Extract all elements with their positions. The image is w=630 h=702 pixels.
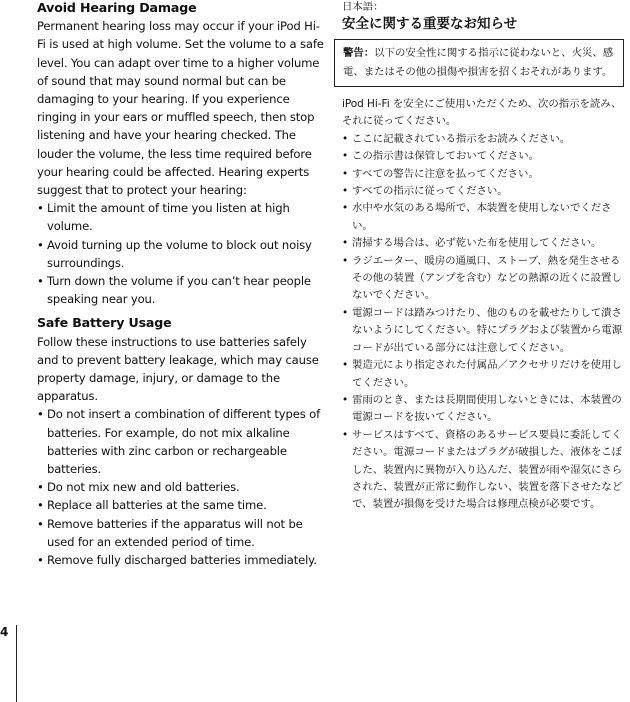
list-item: • 清掃する場合は、必ず乾いた布を使用してください。 <box>342 235 626 252</box>
page-margin-rule <box>16 625 17 702</box>
battery-usage-body: Follow these instructions to use batteries safely and to prevent battery leakage, which may cause property damage, injury, or damage to the apparatus. <box>37 334 319 404</box>
avoid-hearing-damage-heading: Avoid Hearing Damage <box>37 0 197 15</box>
warning-label: 警告： <box>343 47 375 59</box>
list-item: • Turn down the volume if you can’t hear people speaking near you. <box>37 272 325 308</box>
list-item: • すべての指示に従ってください。 <box>342 183 626 200</box>
list-item: • Remove batteries if the apparatus will not be used for an extended period of time. <box>37 515 325 551</box>
language-label: 日本語： <box>342 1 384 13</box>
list-item: • すべての警告に注意を払ってください。 <box>342 166 626 183</box>
list-item: • 水中や水気のある場所で、本装置を使用しないでください。 <box>342 200 626 235</box>
list-item: • Do not insert a combination of different types of batteries. For example, do not mix alkaline batteries with zinc carbon or rechargeable batteries. <box>37 405 325 478</box>
safe-battery-usage-heading: Safe Battery Usage <box>37 315 172 331</box>
list-item: • Remove fully discharged batteries immediately. <box>37 551 325 569</box>
list-item: • Do not mix new and old batteries. <box>37 478 325 496</box>
japanese-column <box>342 0 626 514</box>
list-item: • 製造元により指定された付属品／アクセサリだけを使用してください。 <box>342 357 626 392</box>
battery-rules-list <box>37 405 325 569</box>
intro-text: iPod Hi-Fi を安全にご使用いただくため、次の指示を読み、それに従ってください。 <box>342 98 622 128</box>
safety-instructions-list <box>342 131 626 514</box>
warning-box <box>334 39 624 87</box>
safety-notice-heading: 安全に関する重要なお知らせ <box>342 16 518 32</box>
list-item: • 雷雨のとき、または長期間使用しないときには、本装置の電源コードを抜いてください。 <box>342 392 626 427</box>
hearing-damage-body: Permanent hearing loss may occur if your iPod Hi-Fi is used at high volume. Set the volume to a safe level. You can adapt over time to a higher volume of sound that may sound normal but can be damaging to your hearing. If you experience ringing in your ears or muffled speech, then stop listening and have your hearing checked. The louder the volume, the less time required before your hearing could be affected. Hearing experts suggest that to protect your hearing: <box>37 19 324 198</box>
page-number: 4 <box>0 625 9 639</box>
list-item: • この指示書は保管しておいてください。 <box>342 148 626 165</box>
list-item: • Replace all batteries at the same time. <box>37 496 325 514</box>
list-item: • Limit the amount of time you listen at high volume. <box>37 199 325 235</box>
english-column <box>37 0 325 569</box>
list-item: • ここに記載されている指示をお読みください。 <box>342 131 626 148</box>
list-item: • 電源コードは踏みつけたり、他のものを載せたりして潰さないようにしてください。特にプラグおよび装置から電源コードが出ている部分には注意してください。 <box>342 305 626 357</box>
warning-text: 以下の安全性に関する指示に従わないと、火災、感電、またはその他の損傷や損害を招くおそれがあります。 <box>343 47 614 78</box>
list-item: • Avoid turning up the volume to block out noisy surroundings. <box>37 236 325 272</box>
hearing-tips-list <box>37 199 325 308</box>
list-item: • サービスはすべて、資格のあるサービス要員に委託してください。電源コードまたはプラグが破損した、液体をこぼした、装置内に異物が入り込んだ、装置が雨や湿気にさらされた、装置が正常に動作しない、装置を落下させたなどで、装置が損傷を受けた場合は修理点検が必要です。 <box>342 427 626 514</box>
list-item: • ラジエーター、暖房の通風口、ストーブ、熱を発生させるその他の装置（アンプを含む）などの熱源の近くに設置しないでください。 <box>342 253 626 305</box>
